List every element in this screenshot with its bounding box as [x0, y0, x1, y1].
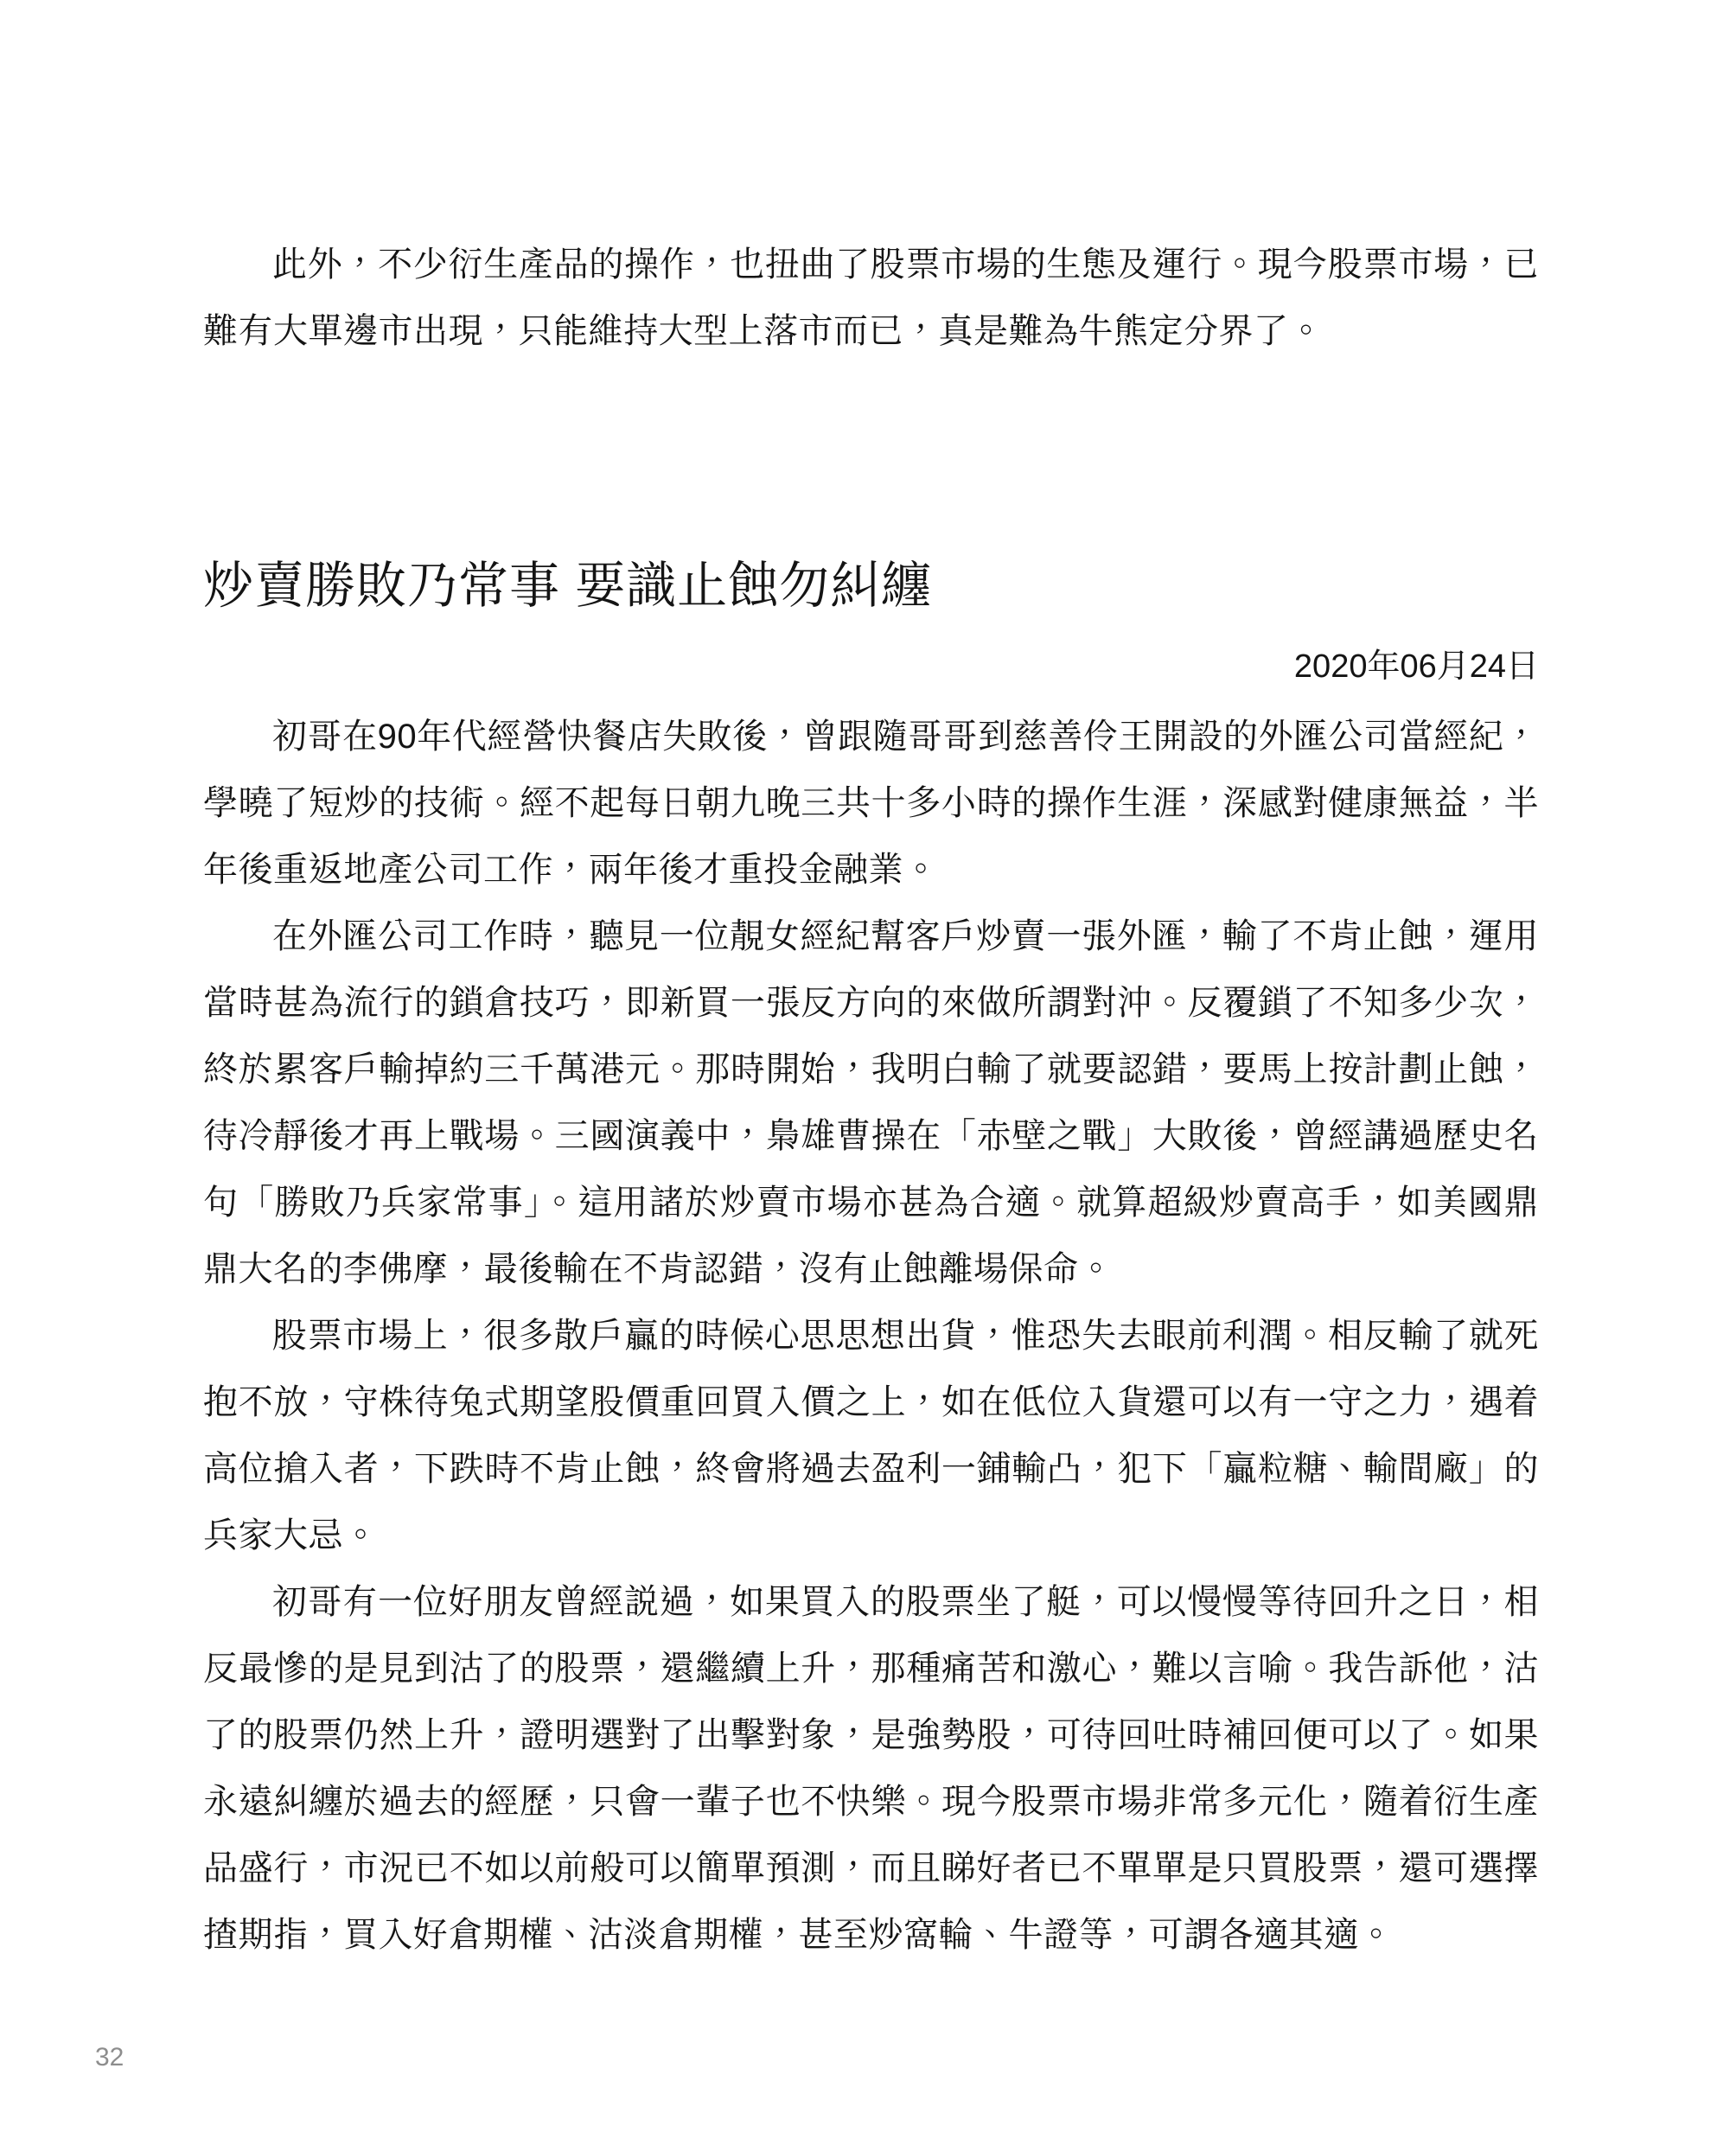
article-paragraph: 股票市場上，很多散戶贏的時候心思思想出貨，惟恐失去眼前利潤。相反輸了就死抱不放，守株待兔式期望股價重回買入價之上，如在低位入貨還可以有一守之力，遇着高位搶入者，下跌時不肯止蝕，終會將過去盈利一鋪輸凸，犯下「贏粒糖、輸間廠」的兵家大忌。	[203, 1317, 1539, 1554]
page-content	[203, 232, 1539, 1969]
page-number: 32	[95, 2043, 124, 2072]
article-paragraph: 在外匯公司工作時，聽見一位靚女經紀幫客戶炒賣一張外匯，輸了不肯止蝕，運用當時甚為流行的鎖倉技巧，即新買一張反方向的來做所謂對沖。反覆鎖了不知多少次，終於累客戶輸掉約三千萬港元。那時開始，我明白輸了就要認錯，要馬上按計劃止蝕，待冷靜後才再上戰場。三國演義中，梟雄曹操在「赤壁之戰」大敗後，曾經講過歷史名句「勝敗乃兵家常事」。這用諸於炒賣市場亦甚為合適。就算超級炒賣高手，如美國鼎鼎大名的李佛摩，最後輸在不肯認錯，沒有止蝕離場保命。	[203, 917, 1539, 1288]
article-date: 2020年06月24日	[1293, 648, 1539, 685]
intro-paragraph: 此外，不少衍生產品的操作，也扭曲了股票市場的生態及運行。現今股票市場，已難有大單邊市出現，只能維持大型上落市而已，真是難為牛熊定分界了。	[203, 246, 1539, 350]
article-title: 炒賣勝敗乃常事 要識止蝕勿糾纏	[203, 558, 933, 614]
article-paragraph: 初哥在90年代經營快餐店失敗後，曾跟隨哥哥到慈善伶王開設的外匯公司當經紀，學曉了短炒的技術。經不起每日朝九晚三共十多小時的操作生涯，深感對健康無益，半年後重返地產公司工作，兩年後才重投金融業。	[203, 718, 1539, 889]
article-paragraph: 初哥有一位好朋友曾經説過，如果買入的股票坐了艇，可以慢慢等待回升之日，相反最慘的是見到沽了的股票，還繼續上升，那種痛苦和激心，難以言喻。我告訴他，沽了的股票仍然上升，證明選對了出擊對象，是強勢股，可待回吐時補回便可以了。如果永遠糾纏於過去的經歷，只會一輩子也不快樂。現今股票市場非常多元化，隨着衍生產品盛行，市況已不如以前般可以簡單預測，而且睇好者已不單單是只買股票，還可選擇揸期指，買入好倉期權、沽淡倉期權，甚至炒窩輪、牛證等，可謂各適其適。	[203, 1583, 1539, 1954]
article-body	[203, 704, 1539, 1969]
